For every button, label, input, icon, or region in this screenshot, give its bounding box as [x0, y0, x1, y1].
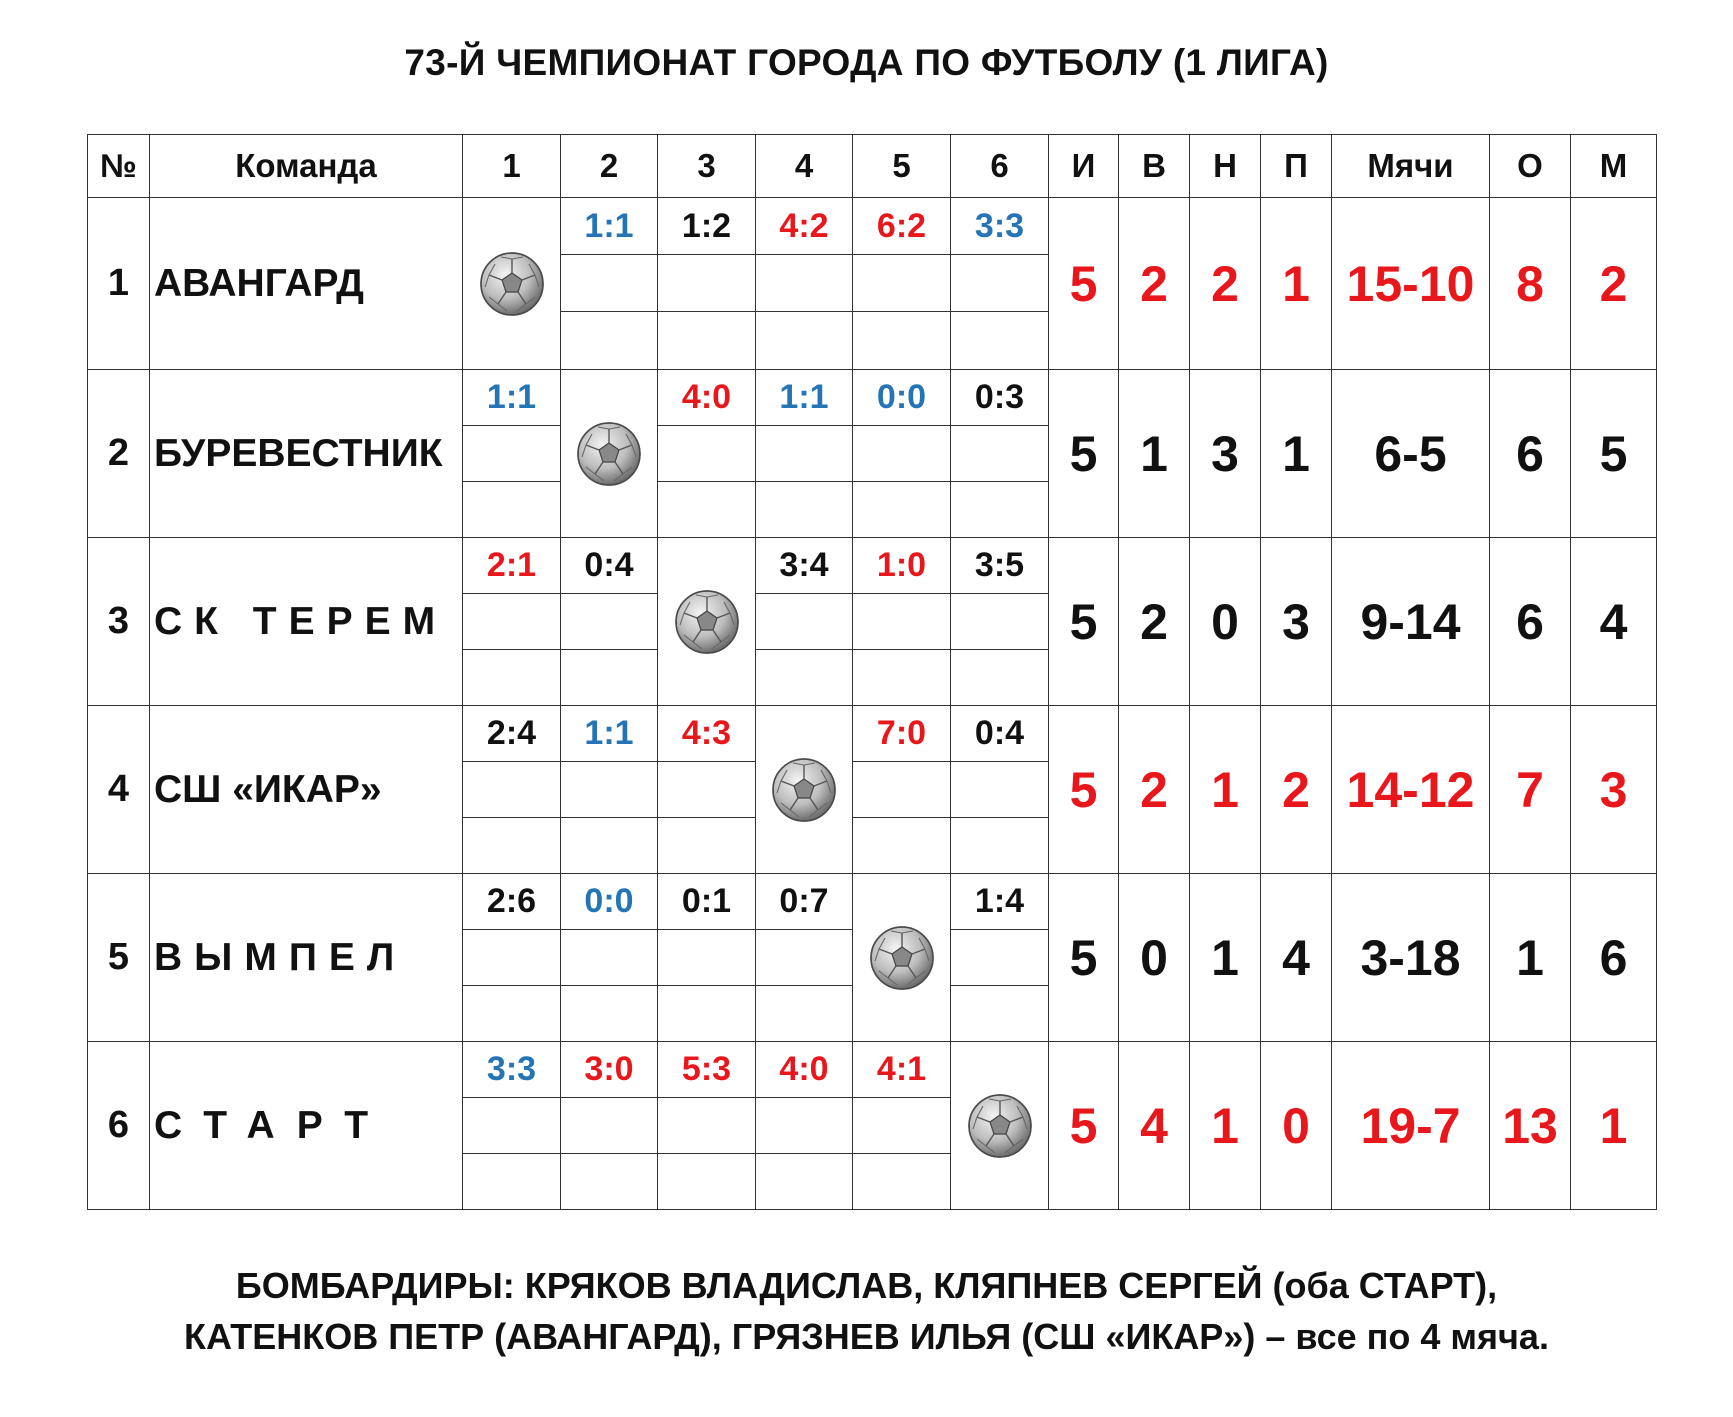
empty-score-cell — [951, 426, 1049, 482]
stat-draws: 2 — [1190, 198, 1261, 370]
empty-score-cell — [951, 482, 1049, 538]
stat-wins: 0 — [1119, 874, 1190, 1042]
header-num: № — [88, 135, 150, 198]
table-row — [88, 1042, 1657, 1098]
empty-score-cell — [463, 650, 561, 706]
stat-points: 1 — [1490, 874, 1571, 1042]
stat-goals: 9-14 — [1332, 538, 1490, 706]
empty-score-cell — [658, 762, 756, 818]
empty-score-cell — [853, 762, 951, 818]
stat-games: 5 — [1049, 874, 1119, 1042]
empty-score-cell — [561, 1098, 658, 1154]
self-match-cell — [756, 706, 853, 874]
match-score: 0:3 — [951, 370, 1049, 426]
match-score: 0:0 — [561, 874, 658, 930]
empty-score-cell — [951, 930, 1049, 986]
empty-score-cell — [561, 818, 658, 874]
empty-score-cell — [951, 650, 1049, 706]
team-name: АВАНГАРД — [150, 198, 463, 370]
self-match-cell — [951, 1042, 1049, 1210]
stat-games: 5 — [1049, 370, 1119, 538]
team-number: 5 — [88, 874, 150, 1042]
match-score: 2:6 — [463, 874, 561, 930]
match-score: 3:4 — [756, 538, 853, 594]
empty-score-cell — [658, 482, 756, 538]
header-col-4: 4 — [756, 135, 853, 198]
empty-score-cell — [561, 930, 658, 986]
empty-score-cell — [463, 1098, 561, 1154]
empty-score-cell — [951, 312, 1049, 370]
stat-goals: 14-12 — [1332, 706, 1490, 874]
team-name: БУРЕВЕСТНИК — [150, 370, 463, 538]
header-col-3: 3 — [658, 135, 756, 198]
match-score: 3:0 — [561, 1042, 658, 1098]
empty-score-cell — [561, 312, 658, 370]
empty-score-cell — [756, 1154, 853, 1210]
match-score: 1:2 — [658, 198, 756, 255]
scorers-line-1: БОМБАРДИРЫ: КРЯКОВ ВЛАДИСЛАВ, КЛЯПНЕВ СЕРГЕЙ (оба СТАРТ), — [235, 1265, 1498, 1306]
empty-score-cell — [951, 255, 1049, 312]
match-score: 0:1 — [658, 874, 756, 930]
header-draws: Н — [1190, 135, 1261, 198]
empty-score-cell — [463, 986, 561, 1042]
stat-place: 5 — [1571, 370, 1657, 538]
empty-score-cell — [853, 255, 951, 312]
team-name: СТАРТ — [150, 1042, 463, 1210]
empty-score-cell — [658, 1154, 756, 1210]
stat-losses: 3 — [1261, 538, 1332, 706]
stat-losses: 4 — [1261, 874, 1332, 1042]
match-score: 5:3 — [658, 1042, 756, 1098]
stat-points: 7 — [1490, 706, 1571, 874]
table-row — [88, 370, 1657, 426]
match-score: 3:5 — [951, 538, 1049, 594]
stat-place: 3 — [1571, 706, 1657, 874]
match-score: 2:1 — [463, 538, 561, 594]
empty-score-cell — [756, 426, 853, 482]
stat-place: 4 — [1571, 538, 1657, 706]
empty-score-cell — [756, 930, 853, 986]
empty-score-cell — [463, 482, 561, 538]
empty-score-cell — [463, 594, 561, 650]
soccer-ball-icon — [967, 1093, 1033, 1159]
stat-games: 5 — [1049, 706, 1119, 874]
empty-score-cell — [463, 762, 561, 818]
empty-score-cell — [853, 426, 951, 482]
empty-score-cell — [853, 482, 951, 538]
empty-score-cell — [756, 650, 853, 706]
match-score: 3:3 — [951, 198, 1049, 255]
match-score: 4:0 — [658, 370, 756, 426]
match-score: 6:2 — [853, 198, 951, 255]
soccer-ball-icon — [576, 421, 642, 487]
stat-games: 5 — [1049, 198, 1119, 370]
empty-score-cell — [658, 426, 756, 482]
header-col-1: 1 — [463, 135, 561, 198]
match-score: 0:0 — [853, 370, 951, 426]
empty-score-cell — [658, 255, 756, 312]
team-number: 3 — [88, 538, 150, 706]
header-losses: П — [1261, 135, 1332, 198]
team-number: 1 — [88, 198, 150, 370]
self-match-cell — [853, 874, 951, 1042]
match-score: 4:3 — [658, 706, 756, 762]
header-col-5: 5 — [853, 135, 951, 198]
team-name: ВЫМПЕЛ — [150, 874, 463, 1042]
stat-goals: 3-18 — [1332, 874, 1490, 1042]
match-score: 0:4 — [561, 538, 658, 594]
match-score: 0:4 — [951, 706, 1049, 762]
scorers-line-2: КАТЕНКОВ ПЕТР (АВАНГАРД), ГРЯЗНЕВ ИЛЬЯ (СШ «ИКАР») – все по 4 мяча. — [184, 1316, 1549, 1357]
match-score: 1:4 — [951, 874, 1049, 930]
stat-losses: 1 — [1261, 198, 1332, 370]
self-match-cell — [561, 370, 658, 538]
match-score: 4:2 — [756, 198, 853, 255]
soccer-ball-icon — [771, 757, 837, 823]
match-score: 1:1 — [561, 706, 658, 762]
empty-score-cell — [853, 1098, 951, 1154]
empty-score-cell — [756, 594, 853, 650]
empty-score-cell — [756, 255, 853, 312]
empty-score-cell — [463, 930, 561, 986]
empty-score-cell — [658, 1098, 756, 1154]
table-row — [88, 706, 1657, 762]
empty-score-cell — [853, 1154, 951, 1210]
match-score: 1:1 — [561, 198, 658, 255]
header-team: Команда — [150, 135, 463, 198]
match-score: 4:1 — [853, 1042, 951, 1098]
match-score: 1:1 — [756, 370, 853, 426]
stat-points: 6 — [1490, 370, 1571, 538]
team-name: СШ «ИКАР» — [150, 706, 463, 874]
standings-table — [87, 134, 1657, 1210]
empty-score-cell — [561, 986, 658, 1042]
empty-score-cell — [561, 255, 658, 312]
header-place: М — [1571, 135, 1657, 198]
empty-score-cell — [951, 762, 1049, 818]
match-score: 1:0 — [853, 538, 951, 594]
match-score: 0:7 — [756, 874, 853, 930]
table-row — [88, 198, 1657, 255]
stat-wins: 1 — [1119, 370, 1190, 538]
stat-goals: 15-10 — [1332, 198, 1490, 370]
stat-draws: 1 — [1190, 874, 1261, 1042]
header-points: О — [1490, 135, 1571, 198]
soccer-ball-icon — [674, 589, 740, 655]
empty-score-cell — [756, 1098, 853, 1154]
empty-score-cell — [561, 650, 658, 706]
empty-score-cell — [756, 986, 853, 1042]
header-col-2: 2 — [561, 135, 658, 198]
soccer-ball-icon — [479, 251, 545, 317]
stat-games: 5 — [1049, 1042, 1119, 1210]
stat-draws: 1 — [1190, 1042, 1261, 1210]
self-match-cell — [658, 538, 756, 706]
match-score: 2:4 — [463, 706, 561, 762]
stat-wins: 2 — [1119, 538, 1190, 706]
empty-score-cell — [951, 818, 1049, 874]
table-row — [88, 874, 1657, 930]
empty-score-cell — [463, 426, 561, 482]
empty-score-cell — [853, 650, 951, 706]
match-score: 3:3 — [463, 1042, 561, 1098]
empty-score-cell — [561, 1154, 658, 1210]
stat-losses: 1 — [1261, 370, 1332, 538]
team-number: 2 — [88, 370, 150, 538]
stat-draws: 3 — [1190, 370, 1261, 538]
stat-wins: 2 — [1119, 706, 1190, 874]
stat-points: 8 — [1490, 198, 1571, 370]
empty-score-cell — [853, 312, 951, 370]
empty-score-cell — [658, 930, 756, 986]
header-games: И — [1049, 135, 1119, 198]
stat-wins: 2 — [1119, 198, 1190, 370]
team-number: 4 — [88, 706, 150, 874]
empty-score-cell — [853, 818, 951, 874]
stat-draws: 0 — [1190, 538, 1261, 706]
stat-draws: 1 — [1190, 706, 1261, 874]
stat-losses: 2 — [1261, 706, 1332, 874]
page-title: 73-Й ЧЕМПИОНАТ ГОРОДА ПО ФУТБОЛУ (1 ЛИГА) — [404, 42, 1329, 83]
empty-score-cell — [756, 482, 853, 538]
header-row — [88, 135, 1657, 198]
table-row — [88, 538, 1657, 594]
match-score: 4:0 — [756, 1042, 853, 1098]
stat-place: 2 — [1571, 198, 1657, 370]
empty-score-cell — [463, 1154, 561, 1210]
stat-place: 6 — [1571, 874, 1657, 1042]
empty-score-cell — [463, 818, 561, 874]
empty-score-cell — [756, 312, 853, 370]
empty-score-cell — [561, 594, 658, 650]
stat-losses: 0 — [1261, 1042, 1332, 1210]
match-score: 1:1 — [463, 370, 561, 426]
stat-games: 5 — [1049, 538, 1119, 706]
empty-score-cell — [951, 594, 1049, 650]
stat-wins: 4 — [1119, 1042, 1190, 1210]
header-wins: В — [1119, 135, 1190, 198]
empty-score-cell — [951, 986, 1049, 1042]
stat-goals: 6-5 — [1332, 370, 1490, 538]
self-match-cell — [463, 198, 561, 370]
team-name: СК ТЕРЕМ — [150, 538, 463, 706]
empty-score-cell — [658, 818, 756, 874]
header-col-6: 6 — [951, 135, 1049, 198]
match-score: 7:0 — [853, 706, 951, 762]
soccer-ball-icon — [869, 925, 935, 991]
stat-goals: 19-7 — [1332, 1042, 1490, 1210]
header-goals: Мячи — [1332, 135, 1490, 198]
empty-score-cell — [853, 594, 951, 650]
empty-score-cell — [658, 986, 756, 1042]
stat-place: 1 — [1571, 1042, 1657, 1210]
team-number: 6 — [88, 1042, 150, 1210]
stat-points: 13 — [1490, 1042, 1571, 1210]
empty-score-cell — [561, 762, 658, 818]
empty-score-cell — [658, 312, 756, 370]
stat-points: 6 — [1490, 538, 1571, 706]
